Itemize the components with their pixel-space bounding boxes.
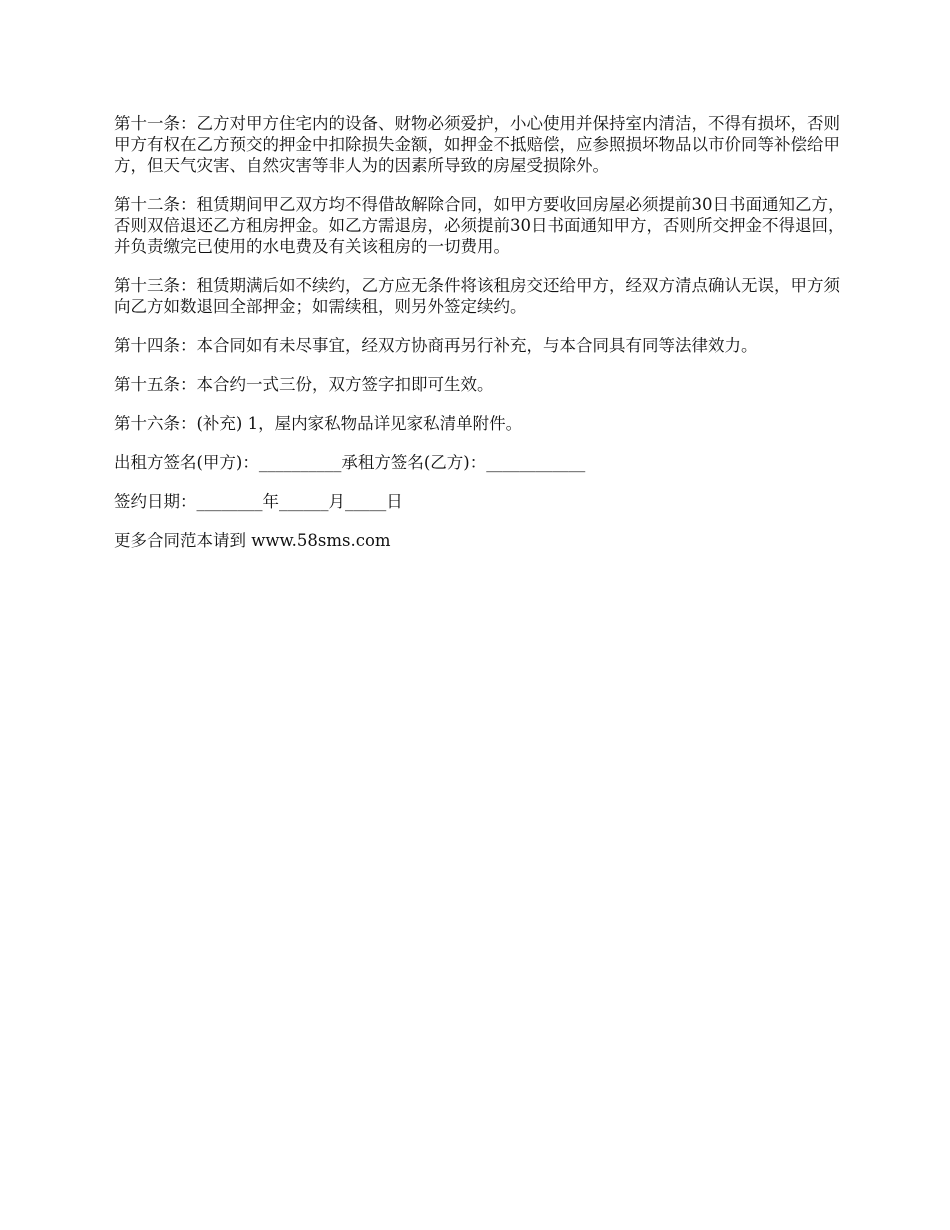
signature-line: 出租方签名(甲方)：__________承租方签名(乙方)：____________ <box>114 453 586 472</box>
clause-16: 第十六条：(补充) 1，屋内家私物品详见家私清单附件。 <box>114 414 523 433</box>
clause-15: 第十五条：本合约一式三份，双方签字扣即可生效。 <box>114 375 494 394</box>
signing-date-line: 签约日期：________年______月_____日 <box>114 492 403 511</box>
clause-12: 第十二条：租赁期间甲乙双方均不得借故解除合同，如甲方要收回房屋必须提前30日书面通知乙方，否则双倍退还乙方租房押金。如乙方需退房，必须提前30日书面通知甲方，否则所交押金不得退回，并负责缴完已使用的水电费及有关该租房的一切费用。 <box>114 195 845 256</box>
clause-14: 第十四条：本合同如有未尽事宜，经双方协商再另行补充，与本合同具有同等法律效力。 <box>114 336 758 355</box>
clause-13: 第十三条：租赁期满后如不续约，乙方应无条件将该租房交还给甲方，经双方清点确认无误，甲方须向乙方如数退回全部押金；如需续租，则另外签定续约。 <box>114 276 840 316</box>
more-templates-note: 更多合同范本请到 www.58sms.com <box>114 531 391 550</box>
clause-11: 第十一条：乙方对甲方住宅内的设备、财物必须爱护，小心使用并保持室内清洁，不得有损坏，否则甲方有权在乙方预交的押金中扣除损失金额，如押金不抵赔偿，应参照损坏物品以市价同等补偿给甲方，但天气灾害、自然灾害等非人为的因素所导致的房屋受损除外。 <box>114 114 840 175</box>
